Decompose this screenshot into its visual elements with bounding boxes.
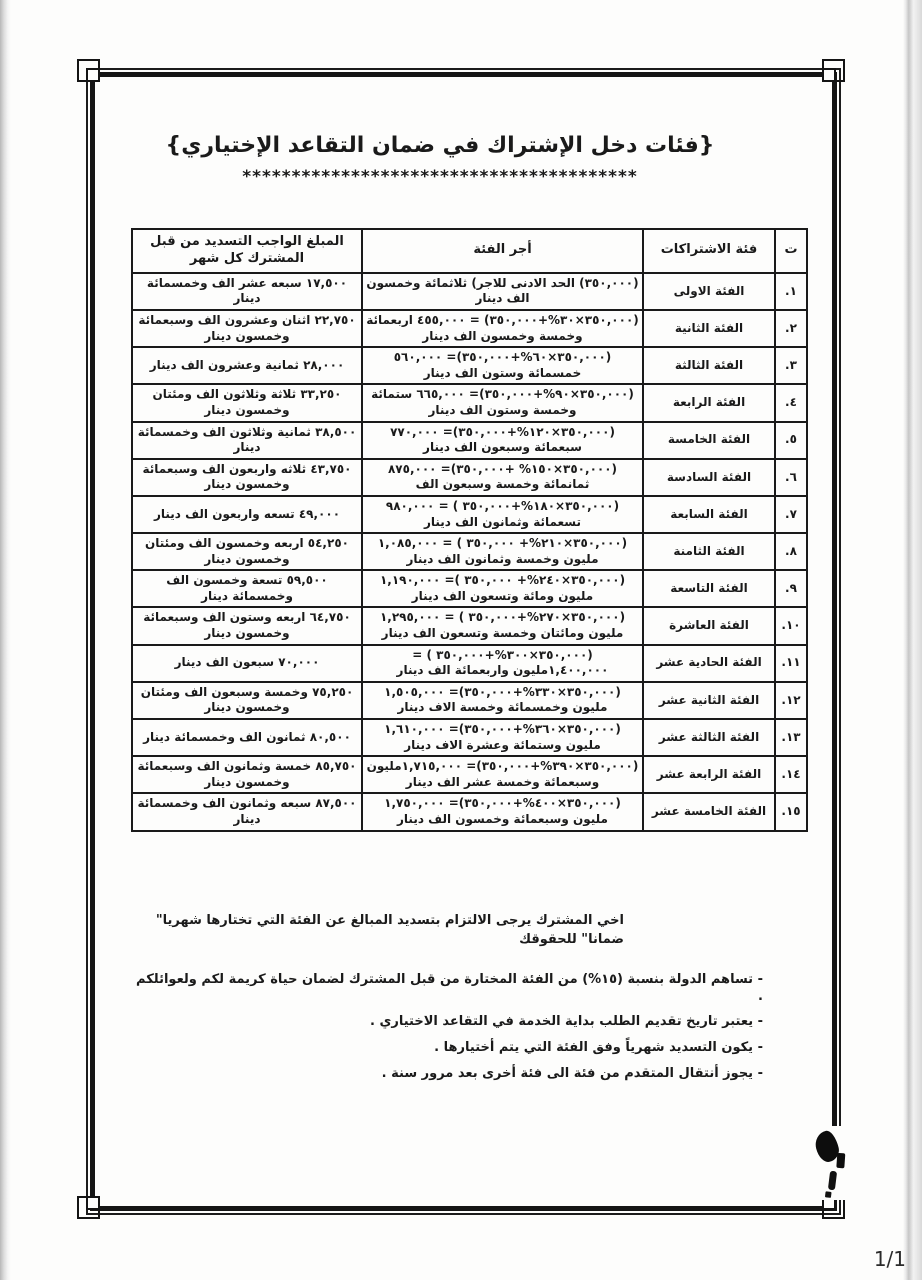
category-wage-cell: (٣٥٠,٠٠٠×٤٠٠%+٣٥٠,٠٠٠)= ١,٧٥٠,٠٠٠ مليون وسبعمائة وخمسون الف دينار	[362, 793, 643, 830]
category-name-cell: الفئة الثالثة عشر	[643, 719, 775, 756]
monthly-amount-cell: ٣٣,٢٥٠ ثلاثة وثلاثون الف ومئتان وخمسون دينار	[132, 384, 362, 421]
note-bullet-4: - يجوز أنتقال المتقدم من فئة الى فئة أخرى بعد مرور سنة .	[381, 1066, 763, 1082]
subscription-categories-table	[131, 228, 808, 832]
table-row	[132, 273, 807, 310]
category-wage-cell: (٣٥٠,٠٠٠×٢١٠%+ ٣٥٠,٠٠٠ ) = ١,٠٨٥,٠٠٠ مليون وخمسة وثمانون الف دينار	[362, 533, 643, 570]
category-wage-cell: (٣٥٠,٠٠٠×٦٠%+٣٥٠,٠٠٠)= ٥٦٠,٠٠٠ خمسمائة وستون الف دينار	[362, 347, 643, 384]
monthly-amount-cell: ٨٠,٥٠٠ ثمانون الف وخمسمائة دينار	[132, 719, 362, 756]
row-number-cell: ١.	[775, 273, 807, 310]
category-name-cell: الفئة السادسة	[643, 459, 775, 496]
monthly-amount-cell: ٦٤,٧٥٠ اربعه وستون الف وسبعمائة وخمسون دينار	[132, 607, 362, 644]
scan-edge-right	[903, 0, 922, 1280]
category-name-cell: الفئة العاشرة	[643, 607, 775, 644]
scan-edge-left	[0, 0, 11, 1280]
notes-intro-line: اخي المشترك يرجى الالتزام بتسديد المبالغ عن الفئة التي تختارها شهريا" ضمانا" للحقوقك	[155, 913, 624, 947]
row-number-cell: ٤.	[775, 384, 807, 421]
category-wage-cell: (٣٥٠,٠٠٠×١٨٠%+٣٥٠,٠٠٠ ) = ٩٨٠,٠٠٠ تسعمائة وثمانون الف دينار	[362, 496, 643, 533]
table-row	[132, 682, 807, 719]
category-name-cell: الفئة الرابعة عشر	[643, 756, 775, 793]
category-wage-cell: (٣٥٠,٠٠٠×٣٦٠%+٣٥٠,٠٠٠)= ١,٦١٠,٠٠٠ مليون وستمائة وعشرة الاف دينار	[362, 719, 643, 756]
category-wage-cell: (٣٥٠,٠٠٠×٣٣٠%+٣٥٠,٠٠٠)= ١,٥٠٥,٠٠٠ مليون وخمسمائة وخمسة الاف دينار	[362, 682, 643, 719]
table-row	[132, 384, 807, 421]
row-number-cell: ١١.	[775, 645, 807, 682]
category-name-cell: الفئة التاسعة	[643, 570, 775, 607]
row-number-cell: ١٣.	[775, 719, 807, 756]
category-name-cell: الفئة الخامسة عشر	[643, 793, 775, 830]
category-name-cell: الفئة الاولى	[643, 273, 775, 310]
row-number-cell: ٥.	[775, 422, 807, 459]
table-row	[132, 533, 807, 570]
row-number-cell: ١٢.	[775, 682, 807, 719]
monthly-amount-cell: ٧٠,٠٠٠ سبعون الف دينار	[132, 645, 362, 682]
note-bullet-2: - يعتبر تاريخ تقديم الطلب بداية الخدمة في التقاعد الاختياري .	[370, 1014, 763, 1030]
row-number-cell: ٦.	[775, 459, 807, 496]
category-name-cell: الفئة الثالثة	[643, 347, 775, 384]
category-name-cell: الفئة الرابعة	[643, 384, 775, 421]
category-name-cell: الفئة السابعة	[643, 496, 775, 533]
category-wage-cell: (٣٥٠,٠٠٠×٣٩٠%+٣٥٠,٠٠٠)= ١,٧١٥,٠٠٠مليون وسبعمائة وخمسة عشر الف دينار	[362, 756, 643, 793]
category-wage-cell: (٣٥٠,٠٠٠×١٢٠%+٣٥٠,٠٠٠)= ٧٧٠,٠٠٠ سبعمائة وسبعون الف دينار	[362, 422, 643, 459]
note-bullet-1: - تساهم الدولة بنسبة (١٥%) من الفئة المختارة من قبل المشترك لضمان حياة كريمة لكم ولعوائلكم .	[136, 971, 763, 1004]
category-name-cell: الفئة الثانية عشر	[643, 682, 775, 719]
document-title: {فئات دخل الإشتراك في ضمان التقاعد الإختياري}	[165, 133, 715, 158]
row-number-cell: ٣.	[775, 347, 807, 384]
page-indicator: 1/1	[873, 1247, 906, 1271]
monthly-amount-cell: ٨٥,٧٥٠ خمسة وثمانون الف وسبعمائة وخمسون دينار	[132, 756, 362, 793]
category-wage-cell: (٣٥٠,٠٠٠×٣٠٠%+٣٥٠,٠٠٠ ) = ١,٤٠٠,٠٠٠مليون واربعمائة الف دينار	[362, 645, 643, 682]
category-wage-cell: (٣٥٠,٠٠٠×٣٠%+٣٥٠,٠٠٠) = ٤٥٥,٠٠٠ اربعمائة وخمسة وخمسون الف دينار	[362, 310, 643, 347]
row-number-cell: ١٥.	[775, 793, 807, 830]
title-asterisk-divider: ****************************************	[242, 167, 638, 187]
column-header-wage: أجر الفئة	[362, 229, 643, 273]
monthly-amount-cell: ٥٤,٢٥٠ اربعه وخمسون الف ومئتان وخمسون دينار	[132, 533, 362, 570]
table-row	[132, 793, 807, 830]
category-name-cell: الفئة الخامسة	[643, 422, 775, 459]
table-row	[132, 496, 807, 533]
table-row	[132, 607, 807, 644]
table-row	[132, 459, 807, 496]
category-wage-cell: (٣٥٠,٠٠٠) الحد الادنى للاجر) ثلاثمائة وخمسون الف دينار	[362, 273, 643, 310]
row-number-cell: ١٠.	[775, 607, 807, 644]
note-bullet-3: - يكون التسديد شهرياً وفق الفئة التي يتم أختيارها .	[434, 1040, 763, 1056]
table-row	[132, 719, 807, 756]
monthly-amount-cell: ٧٥,٢٥٠ وخمسة وسبعون الف ومئتان وخمسون دينار	[132, 682, 362, 719]
table-row	[132, 347, 807, 384]
category-wage-cell: (٣٥٠,٠٠٠×٢٧٠%+٣٥٠,٠٠٠ ) = ١,٢٩٥,٠٠٠ مليون ومائتان وخمسة وتسعون الف دينار	[362, 607, 643, 644]
table-row	[132, 756, 807, 793]
row-number-cell: ١٤.	[775, 756, 807, 793]
column-header-category: فئة الاشتراكات	[643, 229, 775, 273]
table-row	[132, 645, 807, 682]
monthly-amount-cell: ٢٢,٧٥٠ اثنان وعشرون الف وسبعمائة وخمسون دينار	[132, 310, 362, 347]
row-number-cell: ٨.	[775, 533, 807, 570]
category-wage-cell: (٣٥٠,٠٠٠×١٥٠% +٣٥٠,٠٠٠)= ٨٧٥,٠٠٠ ثمانمائة وخمسة وسبعون الف	[362, 459, 643, 496]
row-number-cell: ٧.	[775, 496, 807, 533]
footnotes-section	[131, 912, 806, 1092]
column-header-monthly-amount: المبلغ الواجب التسديد من قبل المشترك كل شهر	[132, 229, 362, 273]
table-header-row	[132, 229, 807, 273]
table-row	[132, 422, 807, 459]
monthly-amount-cell: ١٧,٥٠٠ سبعه عشر الف وخمسمائة دينار	[132, 273, 362, 310]
column-header-index: ت	[775, 229, 807, 273]
monthly-amount-cell: ٤٣,٧٥٠ ثلاثه واربعون الف وسبعمائة وخمسون دينار	[132, 459, 362, 496]
category-name-cell: الفئة الثامنة	[643, 533, 775, 570]
monthly-amount-cell: ٥٩,٥٠٠ تسعة وخمسون الف وخمسمائة دينار	[132, 570, 362, 607]
table-row	[132, 570, 807, 607]
category-wage-cell: (٣٥٠,٠٠٠×٩٠%+٣٥٠,٠٠٠)= ٦٦٥,٠٠٠ ستمائة وخمسة وستون الف دينار	[362, 384, 643, 421]
monthly-amount-cell: ٣٨,٥٠٠ ثمانية وثلاثون الف وخمسمائة دينار	[132, 422, 362, 459]
row-number-cell: ٩.	[775, 570, 807, 607]
category-name-cell: الفئة الثانية	[643, 310, 775, 347]
monthly-amount-cell: ٨٧,٥٠٠ سبعه وثمانون الف وخمسمائة دينار	[132, 793, 362, 830]
table-body	[132, 273, 807, 831]
row-number-cell: ٢.	[775, 310, 807, 347]
table-row	[132, 310, 807, 347]
category-name-cell: الفئة الحادية عشر	[643, 645, 775, 682]
monthly-amount-cell: ٢٨,٠٠٠ ثمانية وعشرون الف دينار	[132, 347, 362, 384]
monthly-amount-cell: ٤٩,٠٠٠ تسعه واربعون الف دينار	[132, 496, 362, 533]
category-wage-cell: (٣٥٠,٠٠٠×٢٤٠%+ ٣٥٠,٠٠٠ )= ١,١٩٠,٠٠٠ مليون ومائة وتسعون الف دينار	[362, 570, 643, 607]
